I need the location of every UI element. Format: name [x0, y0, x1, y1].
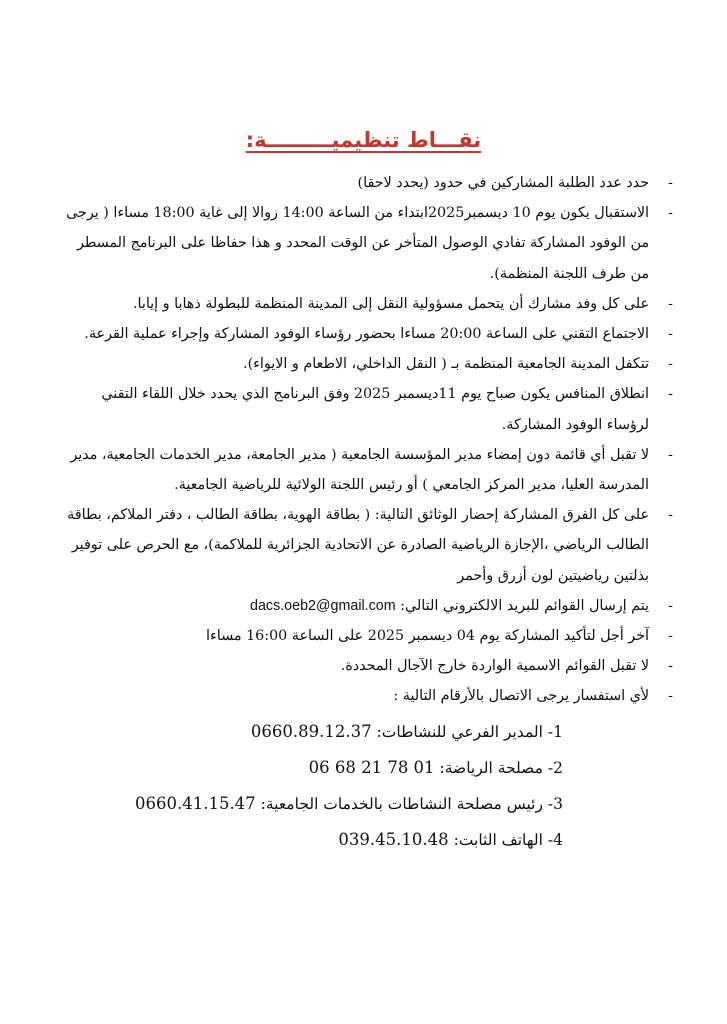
- item-text: الاستقبال يكون يوم 10 ديسمبر2025ابتداء من الساعة 14:00 زوالا إلى غاية 18:00 مساءا ( يرجى من الوفود المشاركة تفادي الوصول المتأخر عن الوقت المحدد و هذا حفاظا على البرنامج المسطر من طرف اللجنة المنظمة).: [66, 205, 649, 282]
- list-item: [58, 500, 673, 591]
- bullet-dash: -: [668, 356, 673, 373]
- page-title: نقـــاط تنظيميـــــــــة:: [245, 128, 482, 152]
- item-text: لا تقبل أي قائمة دون إمضاء مدير المؤسسة الجامعية ( مدير الجامعة، مدير الخدمات الجامعية، مدير المدرسة العليا، مدير المركز الجامعي ) أو رئيس اللجنة الولائية للرياضية الجامعية.: [70, 446, 649, 494]
- contact-list: [58, 714, 673, 858]
- contact-row: [58, 714, 563, 750]
- bullet-dash: -: [668, 688, 673, 705]
- phone-number: 0660.41.15.47: [134, 793, 256, 813]
- list-item: [58, 591, 673, 621]
- list-item: [58, 681, 673, 711]
- bullet-dash: -: [668, 295, 673, 312]
- bullet-dash: -: [668, 628, 673, 645]
- contact-index: 1-: [547, 722, 563, 741]
- list-item: [58, 621, 673, 651]
- contact-index: 2-: [547, 758, 563, 777]
- bullet-dash: -: [668, 597, 673, 614]
- item-text: الاجتماع التقني على الساعة 20:00 مساءا بحضور رؤساء الوفود المشاركة وإجراء عملية القرعة.: [84, 326, 649, 343]
- list-item: [58, 168, 673, 198]
- item-text: حدد عدد الطلبة المشاركين في حدود (يحدد لاحقا): [357, 175, 649, 191]
- item-text: تتكفل المدينة الجامعية المنظمة بـ ( النقل الداخلي، الاطعام و الايواء).: [243, 356, 649, 373]
- bullet-dash: -: [668, 658, 673, 675]
- contact-index: 3-: [547, 794, 563, 813]
- list-item: [58, 349, 673, 379]
- contact-label: الهاتف الثابت:: [453, 830, 543, 849]
- list-item: [58, 379, 673, 439]
- item-text: يتم إرسال القوائم للبريد الالكتروني التالي:: [400, 597, 649, 614]
- phone-number: 039.45.10.48: [338, 829, 449, 849]
- item-text: آخر أجل لتأكيد المشاركة يوم 04 ديسمبر 2025 على الساعة 16:00 مساءا: [206, 628, 649, 645]
- list-item: [58, 440, 673, 500]
- list-item: [58, 651, 673, 681]
- contact-label: مصلحة الرياضة:: [439, 758, 543, 777]
- item-text: على كل وفد مشارك أن يتحمل مسؤولية النقل إلى المدينة المنظمة للبطولة ذهابا و إيابا.: [132, 295, 649, 312]
- list-item: [58, 289, 673, 319]
- contact-label: رئيس مصلحة النشاطات بالخدمات الجامعية:: [260, 794, 543, 813]
- contact-index: 4-: [547, 830, 563, 849]
- phone-number: 06 68 21 78 01: [308, 757, 435, 777]
- contact-row: [58, 786, 563, 822]
- list-item: [58, 198, 673, 289]
- list-item: [58, 319, 673, 349]
- phone-number: 0660.89.12.37: [250, 721, 372, 741]
- bullet-dash: -: [668, 446, 673, 463]
- bullet-dash: -: [668, 175, 673, 191]
- item-text: لا تقبل القوائم الاسمية الواردة خارج الآجال المحددة.: [340, 658, 649, 675]
- item-text: لأي استفسار يرجى الاتصال بالأرقام التالية :: [393, 688, 649, 705]
- contact-label: المدير الفرعي للنشاطات:: [376, 722, 543, 741]
- item-text: على كل الفرق المشاركة إحضار الوثائق التالية: ( بطاقة الهوية، بطاقة الطالب ، دفتر الملاكم، بطاقة الطالب الرياضي ،الإجازة الرياضية الصادرة عن الاتحادية الجزائرية للملاكمة)، مع الحرص على توفير بذلتين رياضيتين لون أزرق وأحمر: [67, 507, 649, 584]
- bullet-dash: -: [668, 507, 673, 524]
- contact-row: [58, 750, 563, 786]
- organizational-points: [58, 168, 673, 858]
- bullet-dash: -: [668, 205, 673, 222]
- item-text: انطلاق المنافس يكون صباح يوم 11ديسمبر 2025 وفق البرنامج الذي يحدد خلال اللقاء التقني لرؤساء الوفود المشاركة.: [101, 386, 649, 433]
- contact-row: [58, 822, 563, 858]
- bullet-dash: -: [668, 386, 673, 403]
- bullet-dash: -: [668, 326, 673, 343]
- email-address[interactable]: dacs.oeb2@gmail.com: [250, 597, 396, 614]
